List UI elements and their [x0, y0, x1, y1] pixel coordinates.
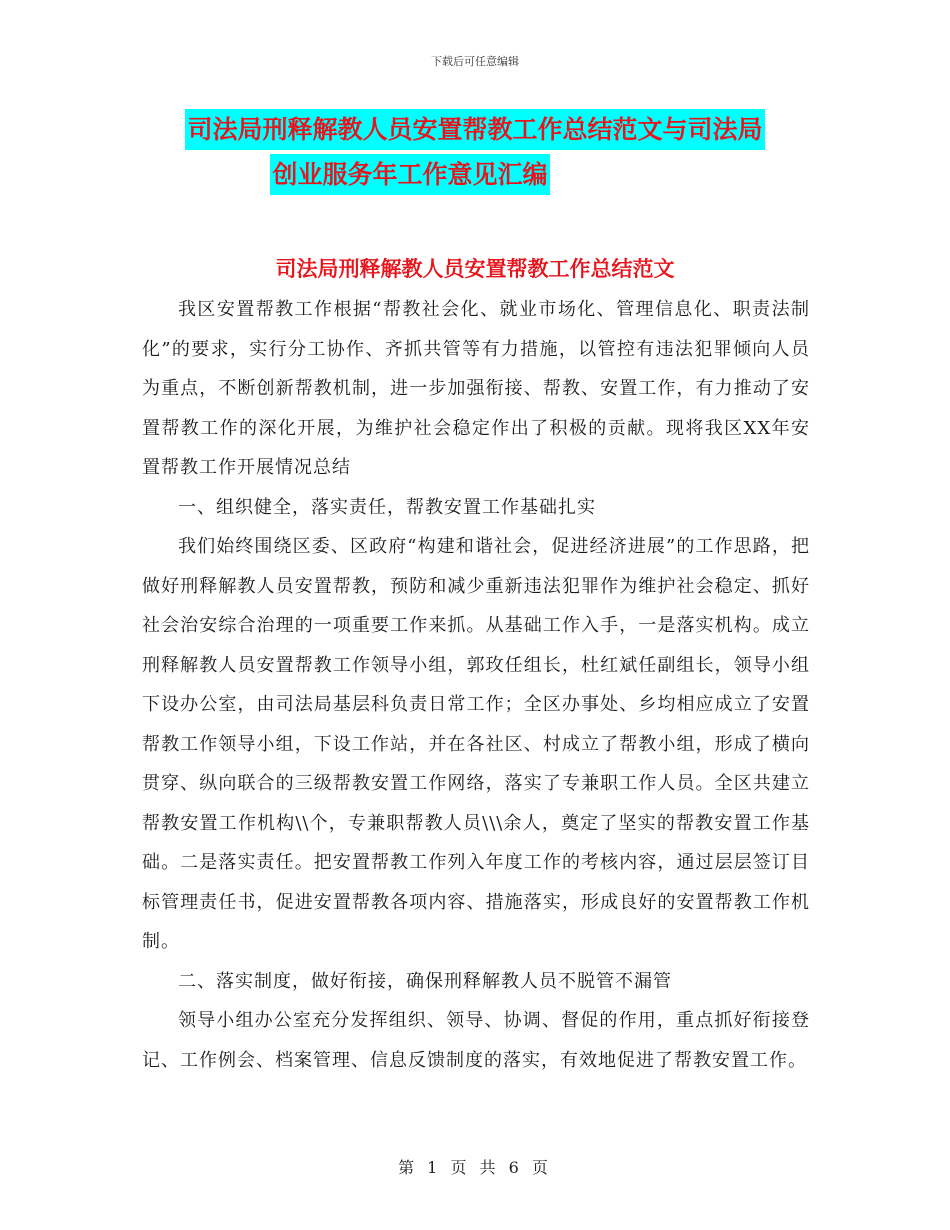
document-title-line-2: [0, 162, 885, 187]
header-note: 下载后可任意编辑: [431, 55, 519, 68]
paragraph-section-2: 领导小组办公室充分发挥组织、领导、协调、督促的作用，重点抓好衔接登记、工作例会、档案管理、信息反馈制度的落实，有效地促进了帮教安置工作。: [142, 1010, 810, 1071]
document-title-line-1: [0, 117, 950, 142]
section-title: 司法局刑释解教人员安置帮教工作总结范文: [275, 257, 675, 281]
page-footer: 第 1 页 共 6 页: [398, 1158, 552, 1177]
paragraph-section-1: 我们始终围绕区委、区政府“构建和谐社会，促进经济进展”的工作思路，把做好刑释解教人员安置帮教，预防和减少重新违法犯罪作为维护社会稳定、抓好社会治安综合治理的一项重要工作来抓。从基础工作入手，一是落实机构。成立刑释解教人员安置帮教工作领导小组，郭玫任组长，杜红斌任副组长，领导小组下设办公室，由司法局基层科负责日常工作；全区办事处、乡均相应成立了安置帮教工作领导小组，下设工作站，并在各社区、村成立了帮教小组，形成了横向贯穿、纵向联合的三级帮教安置工作网络，落实了专兼职工作人员。全区共建立帮教安置工作机构\\个，专兼职帮教人员\\\余人，奠定了坚实的帮教安置工作基础。二是落实责任。把安置帮教工作列入年度工作的考核内容，通过层层签订目标管理责任书，促进安置帮教各项内容、措施落实，形成良好的安置帮教工作机制。: [142, 536, 810, 952]
paragraph-intro: 我区安置帮教工作根据“帮教社会化、就业市场化、管理信息化、职责法制化”的要求，实行分工协作、齐抓共管等有力措施，以管控有违法犯罪倾向人员为重点，不断创新帮教机制，进一步加强衔接、帮教、安置工作，有力推动了安置帮教工作的深化开展，为维护社会稳定作出了积极的贡献。现将我区XX年安置帮教工作开展情况总结: [142, 299, 810, 478]
document-body: [142, 290, 810, 1080]
document-title-text-2: 创业服务年工作意见汇编: [270, 154, 549, 195]
heading-section-1: 一、组织健全，落实责任，帮教安置工作基础扎实: [178, 496, 596, 518]
heading-section-2: 二、落实制度，做好衔接，确保刑释解教人员不脱管不漏管: [178, 970, 672, 992]
document-title-text-1: 司法局刑释解教人员安置帮教工作总结范文与司法局: [185, 109, 764, 150]
